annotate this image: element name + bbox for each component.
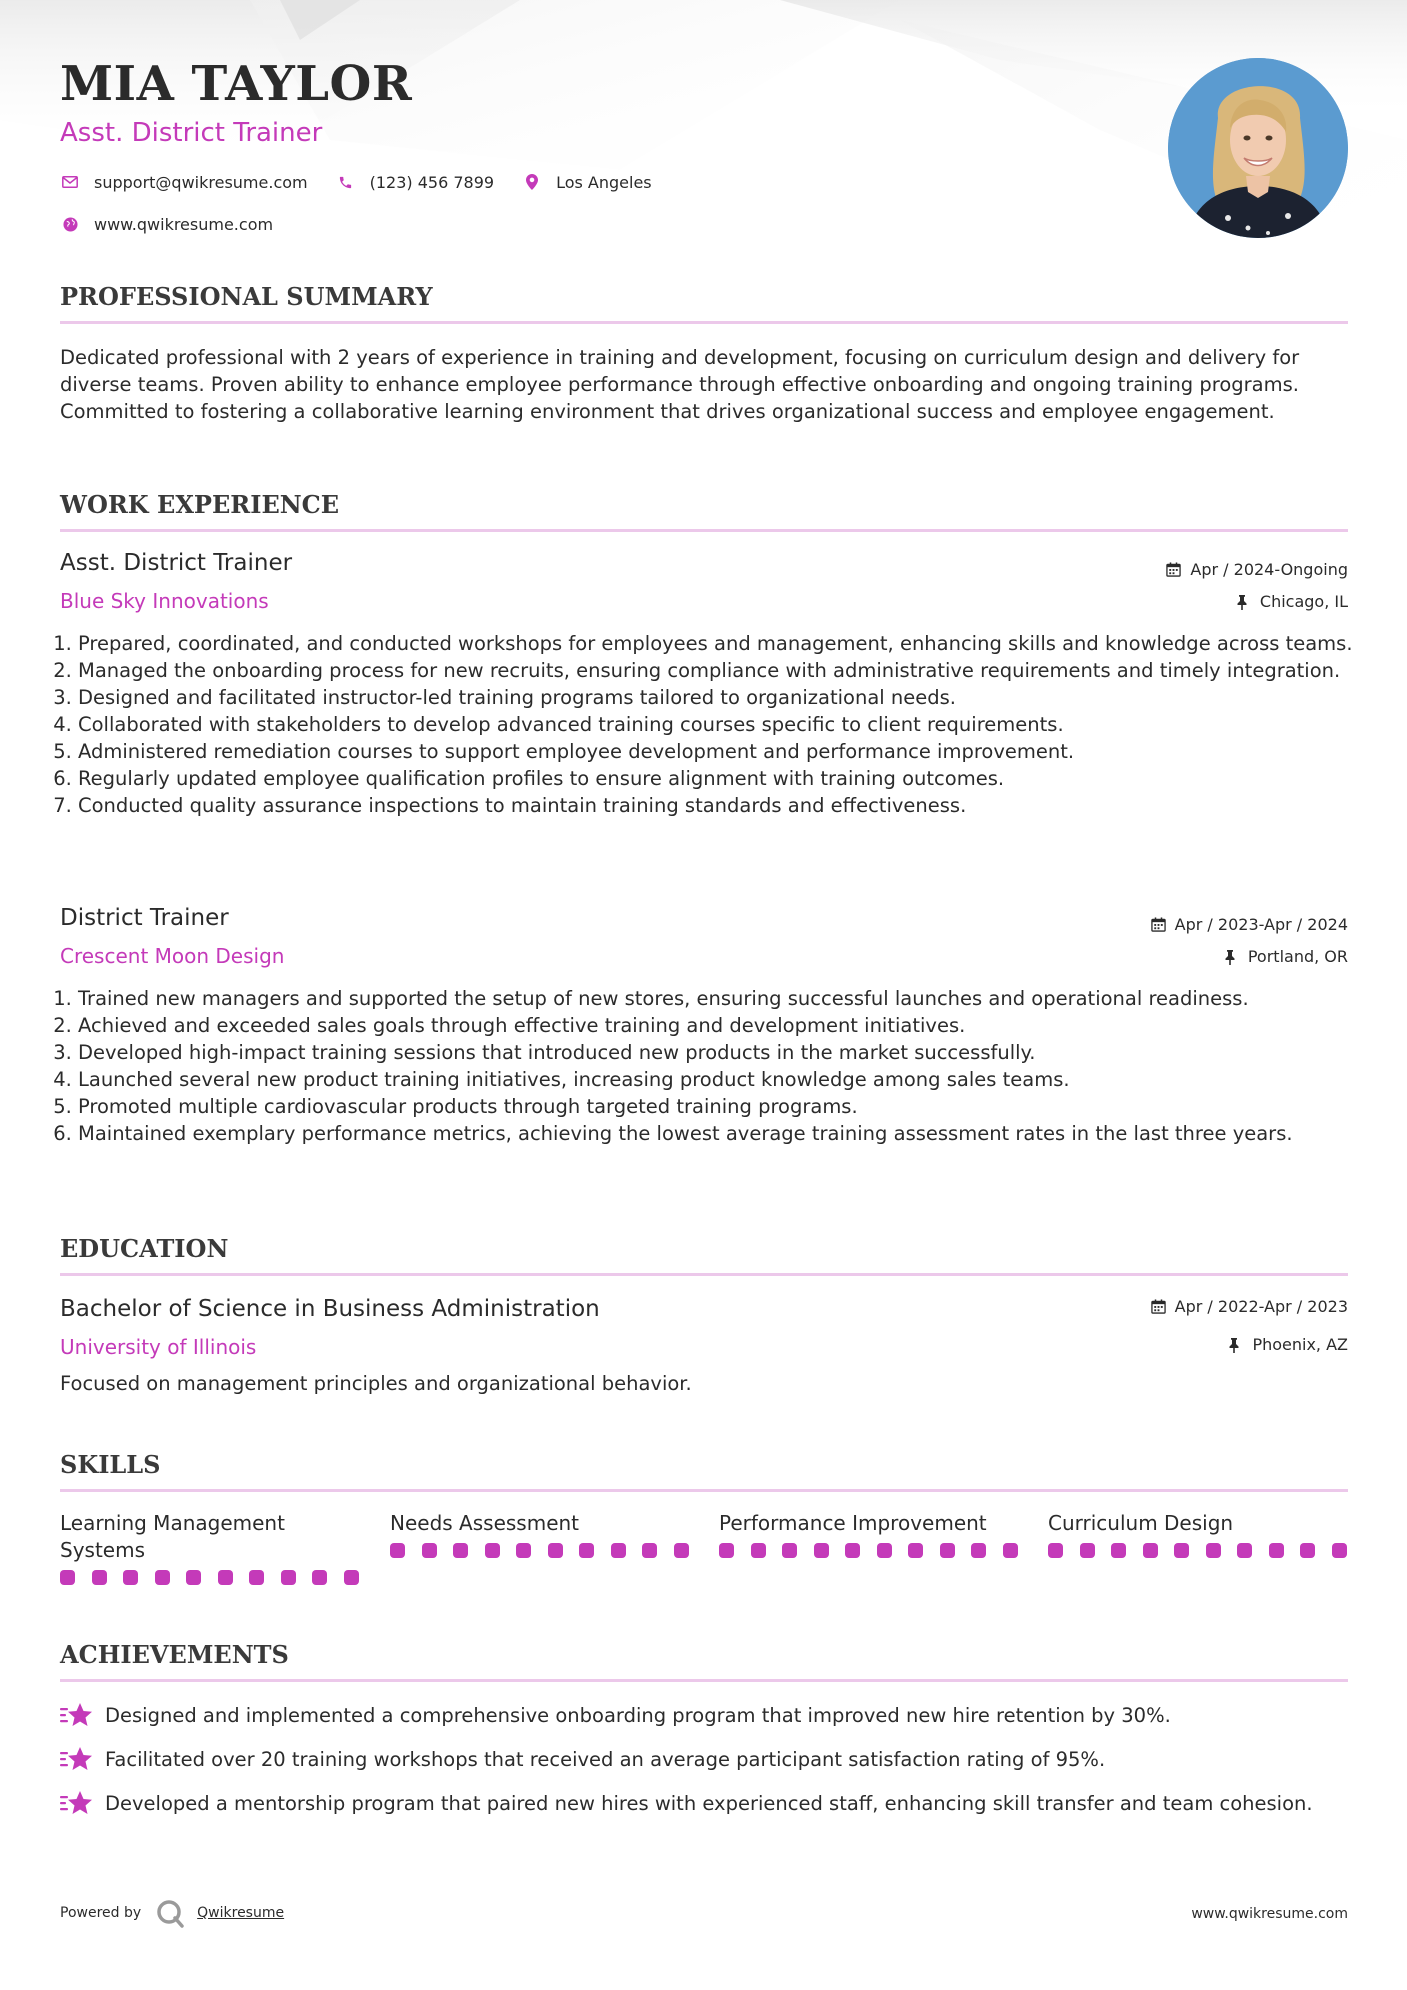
map-pin-icon xyxy=(522,172,542,192)
contact-website[interactable] xyxy=(60,214,273,234)
list-item: 3. Designed and facilitated instructor-led training programs tailored to organizational needs. xyxy=(78,684,1366,711)
skill-level-dot xyxy=(814,1543,829,1558)
job-location-text: Chicago, IL xyxy=(1259,592,1348,611)
skill-level-dots xyxy=(719,1543,1019,1558)
footer-powered-by xyxy=(60,1898,284,1928)
skill-level-dot xyxy=(971,1543,986,1558)
skill-item xyxy=(390,1510,690,1558)
pushpin-icon xyxy=(1228,1337,1244,1353)
skill-level-dot xyxy=(60,1570,75,1585)
achievement-text: Designed and implemented a comprehensive onboarding program that improved new hire retention by 30%. xyxy=(105,1704,1171,1727)
skill-name: Needs Assessment xyxy=(390,1511,580,1535)
skill-level-dot xyxy=(422,1543,437,1558)
skill-item xyxy=(60,1510,360,1585)
skill-level-dot xyxy=(312,1570,327,1585)
skill-level-dot xyxy=(1111,1543,1126,1558)
job-company: Crescent Moon Design xyxy=(60,944,285,968)
education-degree: Bachelor of Science in Business Administration xyxy=(60,1296,600,1322)
skill-level-dot xyxy=(281,1570,296,1585)
skill-level-dots xyxy=(1048,1543,1348,1558)
job-dates-text: Apr / 2024-Ongoing xyxy=(1190,560,1348,579)
skill-level-dot xyxy=(344,1570,359,1585)
job-location xyxy=(1224,947,1348,966)
candidate-name: MIA TAYLOR xyxy=(60,56,413,112)
job-dates xyxy=(1166,560,1348,579)
skill-name: Curriculum Design xyxy=(1048,1511,1234,1535)
skill-level-dot xyxy=(642,1543,657,1558)
skill-level-dot xyxy=(782,1543,797,1558)
contact-location-text: Los Angeles xyxy=(556,172,652,192)
achievement-item xyxy=(60,1790,1348,1818)
contact-phone-text: (123) 456 7899 xyxy=(369,172,495,192)
summary-text: Dedicated professional with 2 years of experience in training and development, focusing on curriculum design and delivery for diverse teams. Proven ability to enhance employee performance through effective onboarding and ongoing training programs. Committed to fostering a collaborative learning environment that drives organizational success and employee engagement. xyxy=(60,346,1300,423)
skill-level-dot xyxy=(123,1570,138,1585)
skill-item xyxy=(719,1510,1019,1558)
achievement-item xyxy=(60,1746,1348,1774)
skill-name: Performance Improvement xyxy=(719,1511,987,1535)
job-location xyxy=(1236,592,1348,611)
skill-level-dot xyxy=(92,1570,107,1585)
skill-level-dot xyxy=(186,1570,201,1585)
job-company: Blue Sky Innovations xyxy=(60,589,269,613)
skill-item xyxy=(1048,1510,1348,1558)
skill-level-dot xyxy=(390,1543,405,1558)
contact-location xyxy=(522,172,652,192)
calendar-icon xyxy=(1151,917,1167,933)
job-title: Asst. District Trainer xyxy=(60,550,293,576)
skill-level-dot xyxy=(1143,1543,1158,1558)
qwikresume-logo-icon xyxy=(155,1898,185,1928)
list-item: 2. Managed the onboarding process for new recruits, ensuring compliance with administrative requirements and timely integration. xyxy=(78,657,1366,684)
education-description: Focused on management principles and organizational behavior. xyxy=(60,1372,692,1395)
star-icon xyxy=(60,1746,94,1774)
skill-level-dot xyxy=(249,1570,264,1585)
skill-level-dot xyxy=(1237,1543,1252,1558)
pushpin-icon xyxy=(1236,594,1252,610)
footer-website[interactable]: www.qwikresume.com xyxy=(1191,1906,1348,1922)
list-item: 6. Regularly updated employee qualification profiles to ensure alignment with training outcomes. xyxy=(78,765,1366,792)
skill-level-dots xyxy=(60,1570,360,1585)
globe-icon xyxy=(60,214,80,234)
list-item: 5. Administered remediation courses to support employee development and performance improvement. xyxy=(78,738,1366,765)
achievement-text: Developed a mentorship program that paired new hires with experienced staff, enhancing skill transfer and team cohesion. xyxy=(105,1792,1313,1815)
skill-level-dot xyxy=(908,1543,923,1558)
skill-level-dot xyxy=(877,1543,892,1558)
contact-phone[interactable] xyxy=(336,172,494,192)
job-dates xyxy=(1151,915,1348,934)
skill-level-dot xyxy=(845,1543,860,1558)
list-item: 5. Promoted multiple cardiovascular products through targeted training programs. xyxy=(78,1093,1366,1120)
list-item: 3. Developed high-impact training sessions that introduced new products in the market successfully. xyxy=(78,1039,1366,1066)
skill-level-dot xyxy=(453,1543,468,1558)
star-icon xyxy=(60,1702,94,1730)
experience-heading: WORK EXPERIENCE xyxy=(60,490,1348,532)
education-location xyxy=(1228,1335,1348,1354)
achievements-heading: ACHIEVEMENTS xyxy=(60,1640,1348,1682)
education-school: University of Illinois xyxy=(60,1335,257,1359)
education-heading: EDUCATION xyxy=(60,1234,1348,1276)
list-item: 1. Trained new managers and supported the setup of new stores, ensuring successful launches and operational readiness. xyxy=(78,985,1366,1012)
skill-level-dot xyxy=(516,1543,531,1558)
skill-level-dot xyxy=(485,1543,500,1558)
envelope-icon xyxy=(60,172,80,192)
summary-heading: PROFESSIONAL SUMMARY xyxy=(60,282,1348,324)
calendar-icon xyxy=(1166,562,1182,578)
list-item: 4. Launched several new product training initiatives, increasing product knowledge among sales teams. xyxy=(78,1066,1366,1093)
list-item: 2. Achieved and exceeded sales goals through effective training and development initiatives. xyxy=(78,1012,1366,1039)
phone-icon xyxy=(336,172,356,192)
job-title: District Trainer xyxy=(60,905,229,931)
education-dates-text: Apr / 2022-Apr / 2023 xyxy=(1174,1297,1348,1316)
contact-email[interactable] xyxy=(60,172,308,192)
job-dates-text: Apr / 2023-Apr / 2024 xyxy=(1174,915,1348,934)
skill-level-dot xyxy=(1269,1543,1284,1558)
skill-level-dot xyxy=(218,1570,233,1585)
achievement-text: Facilitated over 20 training workshops that received an average participant satisfaction rating of 95%. xyxy=(105,1748,1106,1771)
job-location-text: Portland, OR xyxy=(1247,947,1348,966)
star-icon xyxy=(60,1790,94,1818)
skills-heading: SKILLS xyxy=(60,1450,1348,1492)
skill-level-dot xyxy=(940,1543,955,1558)
education-location-text: Phoenix, AZ xyxy=(1252,1335,1348,1354)
contact-row-secondary xyxy=(60,214,301,234)
education-dates xyxy=(1151,1297,1348,1316)
powered-by-label: Powered by xyxy=(60,1905,142,1921)
skill-level-dot xyxy=(1080,1543,1095,1558)
contact-row-primary xyxy=(60,172,680,192)
skill-level-dot xyxy=(155,1570,170,1585)
candidate-title: Asst. District Trainer xyxy=(60,118,323,148)
skill-level-dot xyxy=(1048,1543,1063,1558)
profile-photo xyxy=(1168,58,1348,238)
skill-level-dots xyxy=(390,1543,690,1558)
skill-level-dot xyxy=(719,1543,734,1558)
skill-level-dot xyxy=(1300,1543,1315,1558)
list-item: 6. Maintained exemplary performance metrics, achieving the lowest average training assessment rates in the last three years. xyxy=(78,1120,1366,1147)
skill-name: Learning Management Systems xyxy=(60,1511,285,1562)
calendar-icon xyxy=(1151,1299,1167,1315)
list-item: 4. Collaborated with stakeholders to develop advanced training courses specific to client requirements. xyxy=(78,711,1366,738)
list-item: 1. Prepared, coordinated, and conducted workshops for employees and management, enhancing skills and knowledge across teams. xyxy=(78,630,1366,657)
skill-level-dot xyxy=(751,1543,766,1558)
list-item: 7. Conducted quality assurance inspections to maintain training standards and effectiveness. xyxy=(78,792,1366,819)
skill-level-dot xyxy=(579,1543,594,1558)
skill-level-dot xyxy=(1206,1543,1221,1558)
skill-level-dot xyxy=(1174,1543,1189,1558)
job-bullets xyxy=(60,985,1366,1147)
skill-level-dot xyxy=(548,1543,563,1558)
qwikresume-link[interactable]: Qwikresume xyxy=(197,1905,285,1921)
job-bullets xyxy=(60,630,1366,819)
achievement-item xyxy=(60,1702,1348,1730)
skill-level-dot xyxy=(1332,1543,1347,1558)
skill-level-dot xyxy=(611,1543,626,1558)
contact-website-text: www.qwikresume.com xyxy=(94,214,274,234)
skill-level-dot xyxy=(1003,1543,1018,1558)
contact-email-text: support@qwikresume.com xyxy=(94,172,308,192)
pushpin-icon xyxy=(1224,949,1240,965)
skill-level-dot xyxy=(674,1543,689,1558)
